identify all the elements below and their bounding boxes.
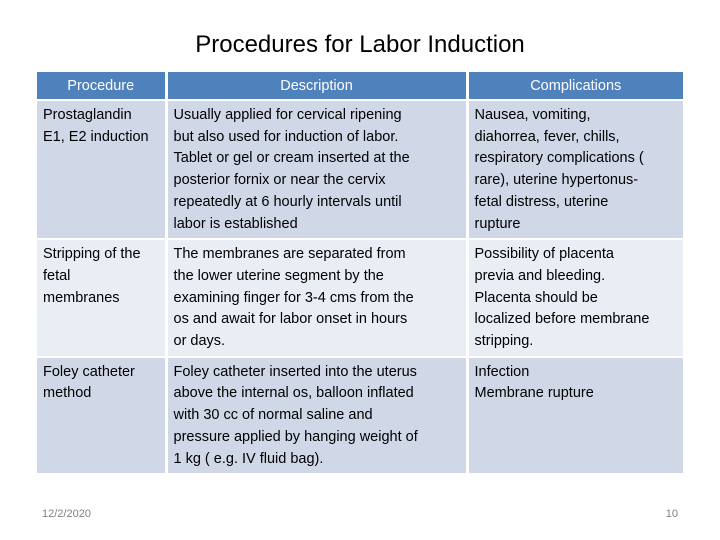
cell-procedure: Prostaglandin E1, E2 induction: [37, 100, 166, 239]
cell-procedure: Foley catheter method: [37, 357, 166, 475]
header-procedure: Procedure: [37, 72, 166, 100]
cell-complications: Infection Membrane rupture: [467, 357, 683, 475]
table-row-membrane-stripping: [37, 239, 683, 357]
cell-description: Foley catheter inserted into the uterus above the internal os, balloon inflated with 30 cc of normal saline and pressure applied by hanging weight of 1 kg ( e.g. IV fluid bag).: [166, 357, 467, 475]
header-complications: Complications: [467, 72, 683, 100]
cell-complications: Nausea, vomiting, diahorrea, fever, chills, respiratory complications ( rare), uterine hypertonus- fetal distress, uterine rupture: [467, 100, 683, 239]
footer-date: 12/2/2020: [42, 508, 91, 520]
cell-description: The membranes are separated from the lower uterine segment by the examining finger for 3-4 cms from the os and await for labor onset in hours or days.: [166, 239, 467, 357]
page-number: 10: [665, 508, 678, 520]
cell-description: Usually applied for cervical ripening but also used for induction of labor. Tablet or gel or cream inserted at the posterior fornix or near the cervix repeatedly at 6 hourly intervals until labor is established: [166, 100, 467, 239]
procedures-table: [37, 72, 683, 475]
table-row-prostaglandin: [37, 100, 683, 239]
slide-title: Procedures for Labor Induction: [195, 31, 525, 58]
cell-complications: Possibility of placenta previa and bleeding. Placenta should be localized before membrane stripping.: [467, 239, 683, 357]
table-header-row: [37, 72, 683, 100]
cell-procedure: Stripping of the fetal membranes: [37, 239, 166, 357]
table-row-foley-catheter: [37, 357, 683, 475]
header-description: Description: [166, 72, 467, 100]
